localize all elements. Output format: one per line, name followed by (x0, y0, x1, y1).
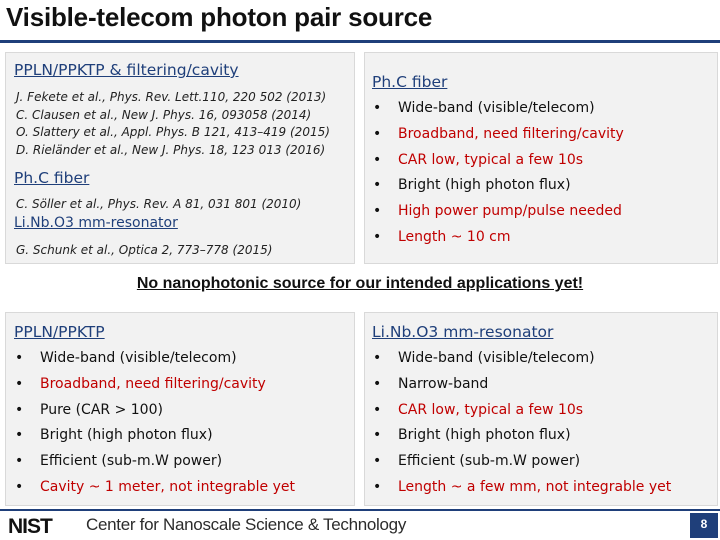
reference-soller: C. Söller et al., Phys. Rev. A 81, 031 801 (2010) (16, 197, 302, 211)
linbo3-resonator-list (372, 346, 671, 501)
ppln-ppktp-list (14, 346, 295, 501)
slide-title: Visible-telecom photon pair source (6, 2, 433, 32)
heading-ppln-ppktp-filtering: PPLN/PPKTP & filtering/cavity (14, 61, 239, 79)
list-item: • Efficient (sub-m.W power) (372, 449, 671, 475)
list-item: • Cavity ~ 1 meter, not integrable yet (14, 475, 295, 501)
references-panel (5, 52, 355, 264)
list-item: • Length ~ 10 cm (372, 225, 624, 251)
reference-rielander: D. Rieländer et al., New J. Phys. 18, 123 013 (2016) (16, 142, 326, 157)
list-item: • CAR low, typical a few 10s (372, 398, 671, 424)
list-item: • Efficient (sub-m.W power) (14, 449, 295, 475)
heading-phc-fiber: Ph.C fiber (14, 169, 90, 187)
linbo3-resonator-panel (364, 312, 718, 506)
list-item: • Broadband, need filtering/cavity (372, 122, 624, 148)
ppln-ppktp-heading: PPLN/PPKTP (14, 323, 105, 341)
phc-fiber-heading: Ph.C fiber (372, 73, 448, 91)
phc-fiber-panel (364, 52, 718, 264)
list-item: • CAR low, typical a few 10s (372, 148, 624, 174)
conclusion-note: No nanophotonic source for our intended applications yet! (136, 275, 584, 292)
ppln-ppktp-panel (5, 312, 355, 506)
nist-logo (8, 514, 78, 536)
title-divider (0, 40, 720, 43)
list-item: • Pure (CAR > 100) (14, 398, 295, 424)
list-item: • Wide-band (visible/telecom) (372, 346, 671, 372)
list-item: • Narrow-band (372, 372, 671, 398)
reference-fekete: J. Fekete et al., Phys. Rev. Lett.110, 220 502 (2013) (16, 90, 327, 104)
phc-fiber-list (372, 96, 624, 251)
reference-slattery: O. Slattery et al., Appl. Phys. B 121, 413–419 (2015) (16, 125, 330, 139)
heading-linbo3-resonator: Li.Nb.O3 mm-resonator (14, 215, 178, 231)
center-name: Center for Nanoscale Science & Technology (86, 515, 407, 534)
list-item: • Bright (high photon flux) (372, 423, 671, 449)
list-item: • Wide-band (visible/telecom) (372, 96, 624, 122)
page-number: 8 (700, 517, 708, 531)
linbo3-resonator-heading: Li.Nb.O3 mm-resonator (372, 323, 554, 341)
reference-clausen: C. Clausen et al., New J. Phys. 16, 093058 (2014) (16, 107, 312, 122)
nist-logo-text: NIST (8, 515, 52, 536)
list-item: • Broadband, need filtering/cavity (14, 372, 295, 398)
list-item: • Bright (high photon flux) (14, 423, 295, 449)
list-item: • Length ~ a few mm, not integrable yet (372, 475, 671, 501)
list-item: • Wide-band (visible/telecom) (14, 346, 295, 372)
list-item: • Bright (high photon flux) (372, 173, 624, 199)
reference-schunk: G. Schunk et al., Optica 2, 773–778 (2015) (16, 243, 273, 257)
list-item: • High power pump/pulse needed (372, 199, 624, 225)
